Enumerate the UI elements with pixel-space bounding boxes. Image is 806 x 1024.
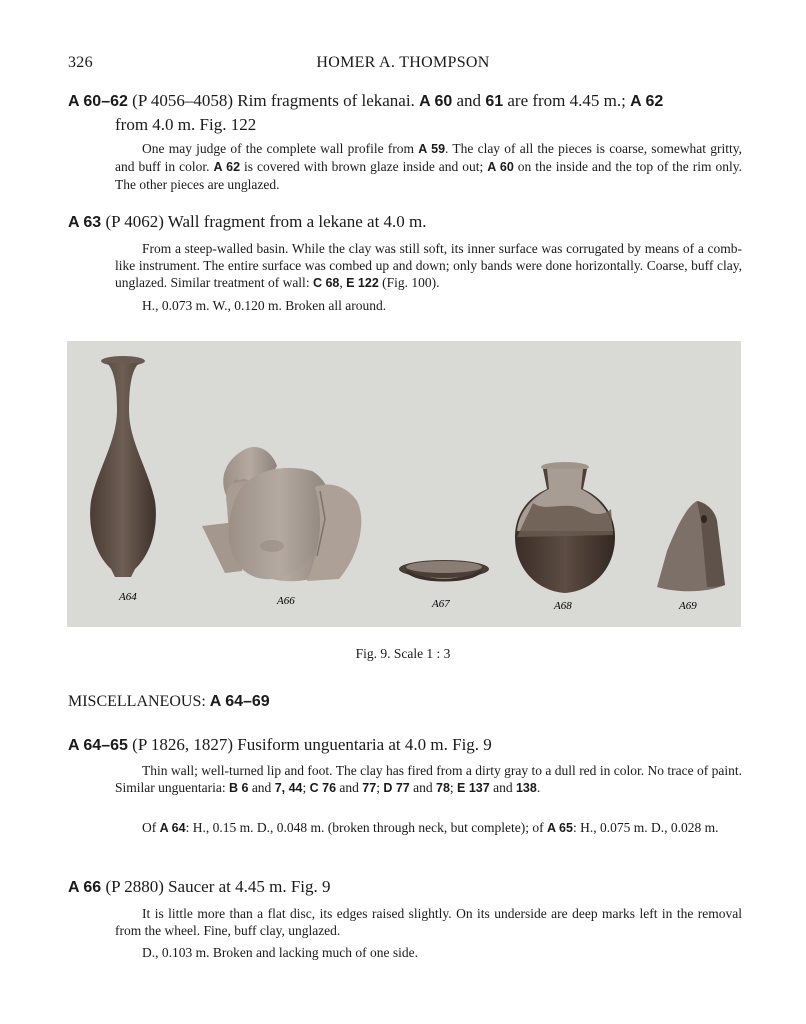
entry-heading-continuation: from 4.0 m. Fig. 122: [115, 115, 257, 134]
entry-a66-dimensions: D., 0.103 m. Broken and lacking much of one side.: [142, 945, 418, 960]
entry-a64-heading: A 64–65 (P 1826, 1827) Fusiform unguentaria at 4.0 m. Fig. 9: [68, 735, 492, 754]
saucer-fragments-a66: [202, 447, 361, 581]
unguentarium-a64: [90, 356, 156, 577]
running-title: HOMER A. THOMPSON: [316, 54, 490, 71]
entry-a63-dimensions: H., 0.073 m. W., 0.120 m. Broken all around.: [142, 298, 387, 313]
entry-a63-heading: A 63 (P 4062) Wall fragment from a lekane at 4.0 m.: [68, 212, 427, 231]
entry-a64-description: Thin wall; well-turned lip and foot. The clay has fired from a dirty gray to a dull red in color. No trace of paint. Similar unguentaria: B 6 and 7, 44; C 76 and 77; D 77 and 78; E 137 and 138.: [115, 763, 742, 795]
figure-caption: Fig. 9. Scale 1 : 3: [355, 646, 451, 661]
figure-label: A67: [432, 598, 450, 610]
entry-a63-description: From a steep-walled basin. While the clay was still soft, its inner surface was corrugated by means of a comb-like instrument. The entire surface was combed up and down; only bands were done horizontally. Coarse, buff clay, unglazed. Similar treatment of wall: C 68, E 122 (Fig. 100).: [115, 241, 742, 290]
entry-a64-dimensions: Of A 64: H., 0.15 m. D., 0.048 m. (broken through neck, but complete); of A 65: H., 0.075 m. D., 0.028 m.: [142, 820, 719, 835]
entry-a60-heading: A 60–62 (P 4056–4058) Rim fragments of lekanai. A 60 and 61 are from 4.45 m.; A 62 from 4.0 m. Fig. 122: [68, 89, 744, 136]
figure-label: A68: [554, 600, 572, 612]
figure-label: A64: [119, 591, 137, 603]
entry-number: A 66: [68, 879, 102, 896]
section-heading: MISCELLANEOUS: A 64–69: [68, 693, 270, 710]
figure-label: A66: [277, 595, 295, 607]
jug-a68: [515, 462, 615, 593]
page-number: 326: [68, 54, 93, 71]
pottery-photograph: [67, 341, 741, 627]
saucer-a67: [399, 560, 489, 580]
figure-plate: [67, 341, 741, 627]
entry-number: A 63: [68, 214, 102, 231]
entry-number: A 60–62: [68, 93, 128, 110]
entry-number: A 64–65: [68, 737, 128, 754]
figure-label: A69: [679, 600, 697, 612]
entry-a66-heading: A 66 (P 2880) Saucer at 4.45 m. Fig. 9: [68, 877, 331, 896]
loomweight-a69: [657, 501, 725, 591]
entry-a60-description: One may judge of the complete wall profile from A 59. The clay of all the pieces is coarse, somewhat gritty, and buff in color. A 62 is covered with brown glaze inside and out; A 60 on the inside and the top of the rim only. The other pieces are unglazed.: [115, 141, 742, 192]
entry-a66-description: It is little more than a flat disc, its edges raised slightly. On its underside are deep marks left in the removal from the wheel. Fine, buff clay, unglazed.: [115, 906, 742, 938]
